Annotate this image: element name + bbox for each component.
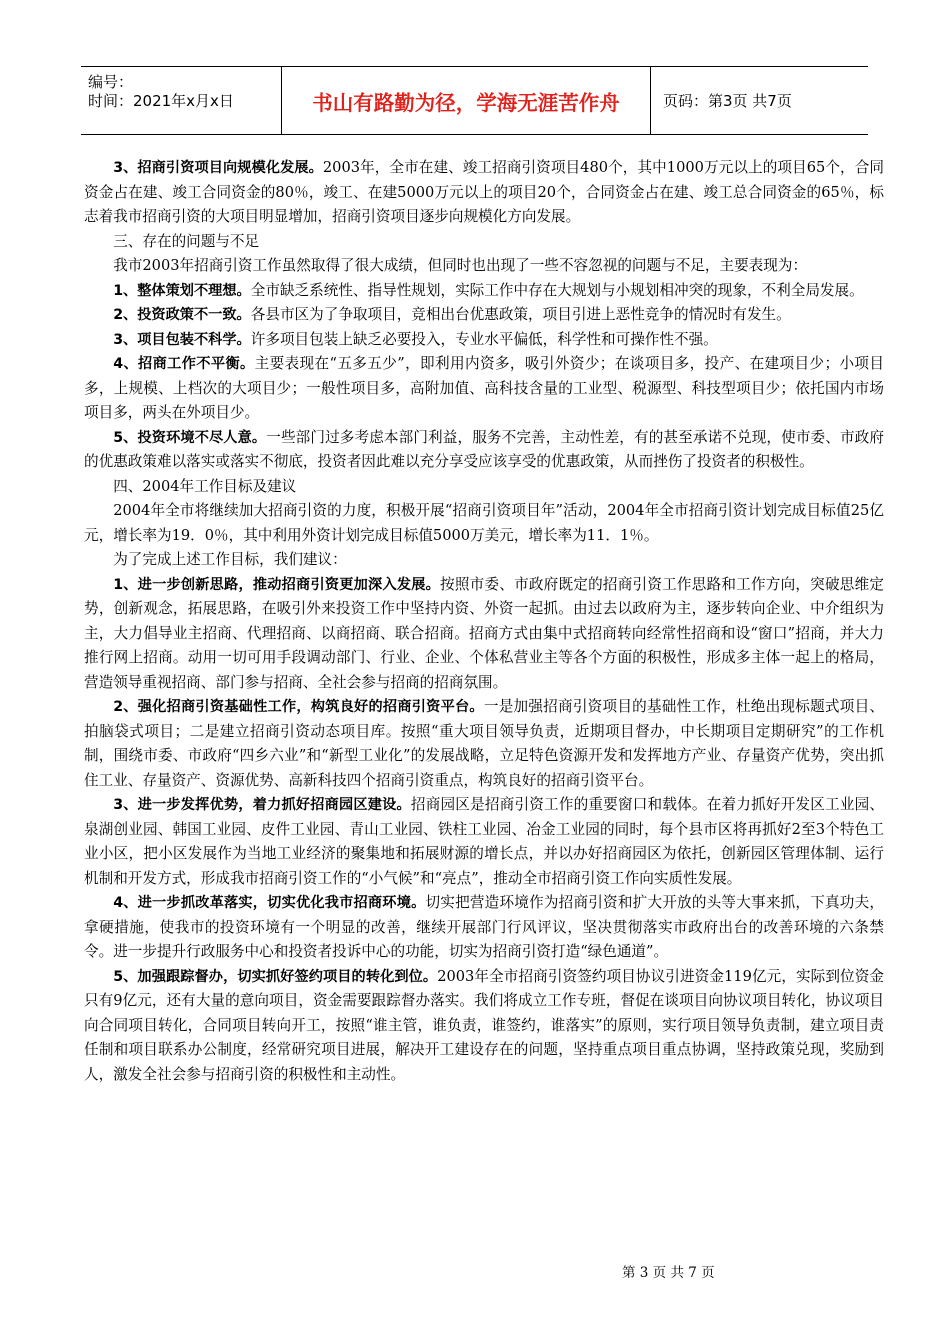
page-footer: 第 3 页 共 7 页 <box>622 1265 715 1281</box>
paragraph-text: 为了完成上述工作目标，我们建议： <box>113 551 347 568</box>
document-body <box>84 156 884 1087</box>
paragraph-text: 四、2004年工作目标及建议 <box>113 477 297 495</box>
paragraph-text: 各县市区为了争取项目，竞相出台优惠政策，项目引进上恶性竞争的情况时有发生。 <box>250 306 791 323</box>
paragraph-heading: 5、加强跟踪督办，切实抓好签约项目的转化到位。 <box>113 968 438 985</box>
paragraph <box>84 303 884 328</box>
paragraph-heading: 4、进一步抓改革落实，切实优化我市招商环境。 <box>113 895 426 911</box>
paragraph-heading: 1、整体策划不理想。 <box>113 282 251 299</box>
paragraph <box>84 793 884 891</box>
paragraph-heading: 4、招商工作不平衡。 <box>113 356 255 372</box>
paragraph-text: 三、存在的问题与不足 <box>113 232 260 250</box>
number-label: 编号： <box>88 73 134 91</box>
paragraph <box>84 352 884 426</box>
header-page-label: 页码：第3页 共7页 <box>663 92 792 110</box>
paragraph-text: 2004年全市将继续加大招商引资的力度，积极开展“招商引资项目年”活动，2004年全市招商引资计划完成目标值25亿元，增长率为19．0％，其中利用外资计划完成目标值5000万美元，增长率为11．1％。 <box>84 502 884 544</box>
header-motto: 书山有路勤为径，学海无涯苦作舟 <box>281 67 651 134</box>
header-meta <box>81 67 281 134</box>
paragraph-text: 许多项目包装上缺乏必要投入，专业水平偏低，科学性和可操作性不强。 <box>250 330 718 348</box>
paragraph-text: 一些部门过多考虑本部门利益，服务不完善，主动性差，有的甚至承诺不兑现，使市委、市政府的优惠政策难以落实或落实不彻底，投资者因此难以充分享受应该享受的优惠政策，从而挫伤了投资者的积极性。 <box>84 428 884 470</box>
paragraph <box>84 254 884 279</box>
paragraph <box>84 328 884 353</box>
paragraph-text: 按照市委、市政府既定的招商引资工作思路和工作方向，突破思维定势，创新观念，拓展思路，在吸引外来投资工作中坚持内资、外资一起抓。由过去以政府为主，逐步转向企业、中介组织为主，大力倡导业主招商、代理招商、以商招商、联合招商。招商方式由集中式招商转向经常性招商和设“窗口”招商，并大力推行网上招商。动用一切可用手段调动部门、行业、企业、个体私营业主等各个方面的积极性，形成多主体一起上的格局，营造领导重视招商、部门参与招商、全社会参与招商的招商氛围。 <box>84 575 884 691</box>
paragraph-text: 全市缺乏系统性、指导性规划，实际工作中存在大规划与小规划相冲突的现象，不利全局发展。 <box>250 281 864 299</box>
paragraph <box>84 891 884 965</box>
paragraph-heading: 5、投资环境不尽人意。 <box>113 429 267 446</box>
paragraph <box>84 426 884 475</box>
section-heading <box>84 475 884 500</box>
paragraph-heading: 2、投资政策不一致。 <box>113 307 251 323</box>
paragraph-heading: 3、项目包装不科学。 <box>113 331 251 348</box>
paragraph <box>84 279 884 304</box>
paragraph-heading: 2、强化招商引资基础性工作，构筑良好的招商引资平台。 <box>113 699 484 715</box>
paragraph-text: 2003年，全市在建、竣工招商引资项目480个，其中1000万元以上的项目65个，合同资金占在建、竣工合同资金的80％，竣工、在建5000万元以上的项目20个，合同资金占在建、竣工总合同资金的65％，标志着我市招商引资的大项目明显增加，招商引资项目逐步向规模化方向发展。 <box>84 159 884 225</box>
paragraph <box>84 156 884 230</box>
paragraph <box>84 499 884 548</box>
paragraph-text: 2003年全市招商引资签约项目协议引进资金119亿元，实际到位资金只有9亿元，还有大量的意向项目，资金需要跟踪督办落实。我们将成立工作专班，督促在谈项目向协议项目转化，协议项目向合同项目转化，合同项目转向开工，按照“谁主管，谁负责，谁签约，谁落实”的原则，实行项目领导负责制，建立项目责任制和项目联系办公制度，经常研究项目进展，解决开工建设存在的问题，坚持重点项目重点协调，坚持政策兑现，奖励到人，激发全社会参与招商引资的积极性和主动性。 <box>84 967 885 1083</box>
paragraph-text: 主要表现在“五多五少”，即利用内资多，吸引外资少；在谈项目多，投产、在建项目少；小项目多，上规模、上档次的大项目少；一般性项目多，高附加值、高科技含量的工业型、税源型、科技型项目少；依托国内市场项目多，两头在外项目少。 <box>84 355 884 421</box>
paragraph-text: 一是加强招商引资项目的基础性工作，杜绝出现标题式项目、拍脑袋式项目；二是建立招商引资动态项目库。按照“重大项目领导负责，近期项目督办，中长期项目定期研究”的工作机制，围绕市委、市政府“四乡六业”和“新型工业化”的发展战略，立足特色资源开发和发挥地方产业、存量资产优势，突出抓住工业、存量资产、资源优势、高新科技四个招商引资重点，构筑良好的招商引资平台。 <box>84 698 884 789</box>
paragraph <box>84 548 884 573</box>
paragraph <box>84 695 884 793</box>
paragraph-text: 招商园区是招商引资工作的重要窗口和载体。在着力抓好开发区工业园、泉湖创业园、韩国工业园、皮件工业园、青山工业园、铁柱工业园、冶金工业园的同时，每个县市区将再抓好2至3个特色工业小区，把小区发展作为当地工业经济的聚集地和拓展财源的增长点，并以办好招商园区为依托，创新园区管理体制、运行机制和开发方式，形成我市招商引资工作的“小气候”和“亮点”，推动全市招商引资工作向实质性发展。 <box>84 796 884 887</box>
paragraph-heading: 3、进一步发挥优势，着力抓好招商园区建设。 <box>113 797 411 813</box>
paragraph-text: 切实把营造环境作为招商引资和扩大开放的头等大事来抓，下真功夫，拿硬措施，使我市的投资环境有一个明显的改善，继续开展部门行风评议，坚决贯彻落实市政府出台的改善环境的六条禁令。进一步提升行政服务中心和投资者投诉中心的功能，切实为招商引资打造“绿色通道”。 <box>84 894 884 960</box>
paragraph <box>84 965 884 1088</box>
header-table <box>81 66 868 135</box>
paragraph-heading: 1、进一步创新思路，推动招商引资更加深入发展。 <box>113 576 441 593</box>
time-label: 时间：2021年x月x日 <box>88 92 234 110</box>
section-heading <box>84 230 884 255</box>
paragraph <box>84 573 884 696</box>
paragraph-heading: 3、招商引资项目向规模化发展。 <box>113 160 323 176</box>
paragraph-text: 我市2003年招商引资工作虽然取得了很大成绩，但同时也出现了一些不容忽视的问题与不足，主要表现为： <box>113 257 808 274</box>
